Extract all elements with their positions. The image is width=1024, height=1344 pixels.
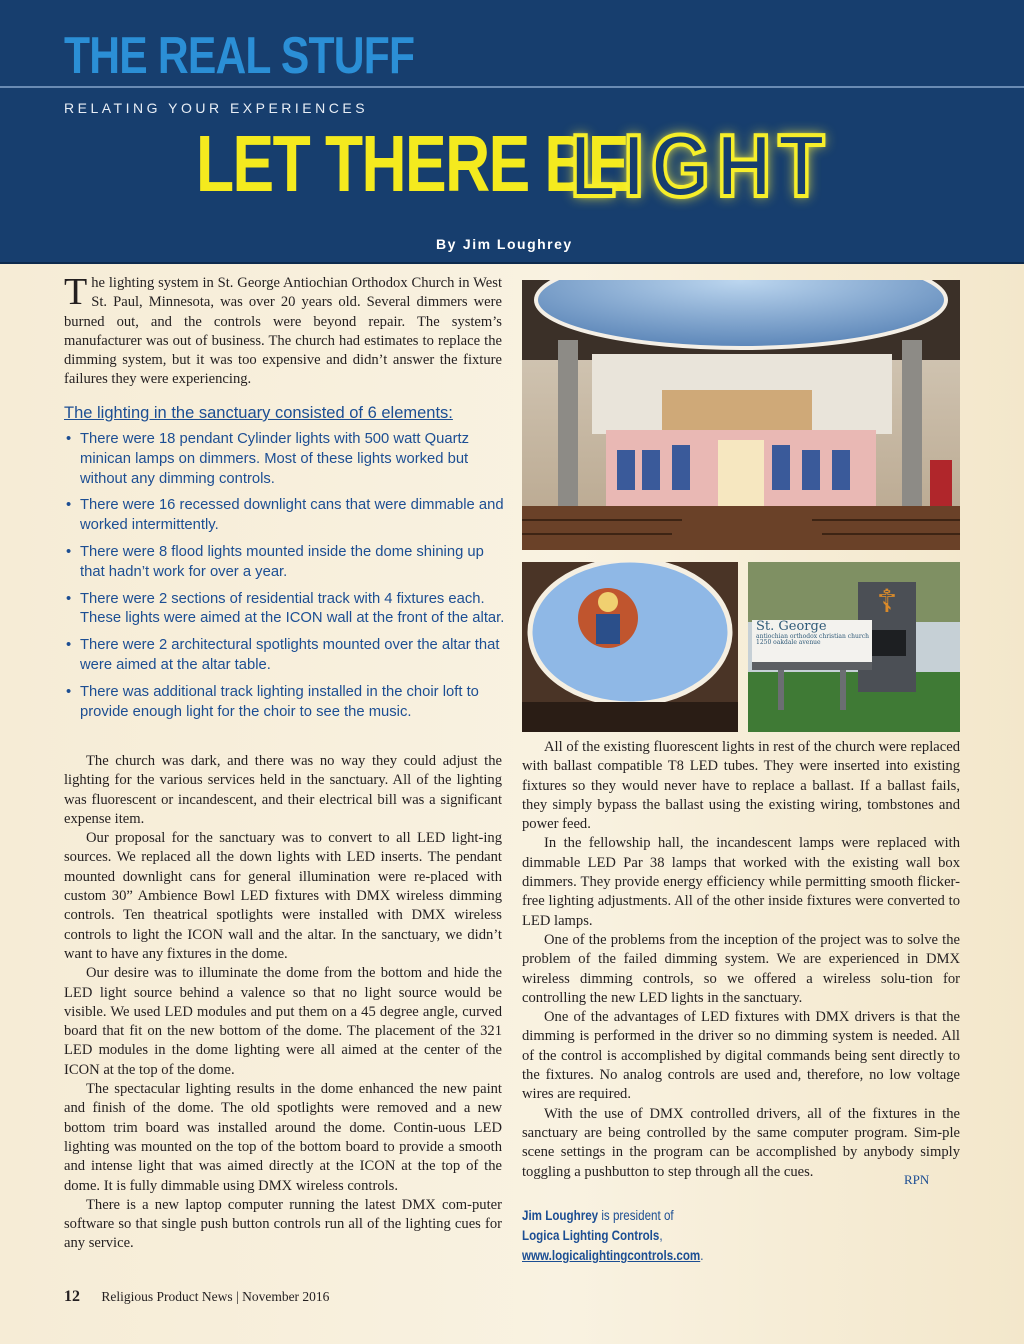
byline-author: Jim Loughrey xyxy=(462,236,573,252)
body-paragraph: All of the existing fluorescent lights in rest of the church were replaced with ballast compatible T8 LED tubes. They were inserted into existing fixtures so they would never have to replace a ballast. If a ballast fails, they simply bypass the ballast using the existing wiring, tombstones and power feed. xyxy=(522,739,960,833)
body-paragraph: Our proposal for the sanctuary was to convert to all LED light-ing sources. We replaced all the down lights with LED inserts. The pendant mounted downlight cans for general illumination were re-placed with custom 30” Ambience Bowl LED fixtures with DMX wireless dimming controls. Ten theatrical spotlights were installed with DMX wireless controls to light the ICON wall and the altar. In the sanctuary, we didn’t want to have any fixtures in the dome. xyxy=(64,830,502,962)
headline-part-1: LET THERE BE xyxy=(196,119,628,208)
bio-comma: , xyxy=(659,1228,663,1243)
section-subtitle: RELATING YOUR EXPERIENCES xyxy=(64,100,369,116)
body-paragraph: Our desire was to illuminate the dome from the bottom and hide the LED light source behind a valence so that no light source would be visible. We used LED modules and put them on a 45 degree angle, curved board that fit on the new bottom of the dome. The placement of the 321 LED modules in the dome lighting were all aimed at the center of the ICON at the top of the dome. xyxy=(64,965,502,1078)
list-item: • There were 18 pendant Cylinder lights with 500 watt Quartz minican lamps on dimmers. Most of these lights worked but without any dimming controls. xyxy=(64,430,512,489)
sign-photo xyxy=(748,562,960,732)
list-item: • There were 2 sections of residential track with 4 fixtures each. These lights were aimed at the ICON wall at the front of the altar. xyxy=(64,590,512,630)
header-divider xyxy=(0,86,1024,88)
body-paragraph: One of the advantages of LED fixtures with DMX drivers is that the dimming is performed in the driver so no dimming system is needed. All of the control is accomplished by digital commands being sent directly to the fixtures. No analog controls are used and, therefore, no low voltage wires are required. xyxy=(522,1009,960,1103)
sign-line-2: antiochian orthodox christian church xyxy=(756,632,869,640)
dome-photo xyxy=(522,562,738,732)
author-bio xyxy=(522,1206,780,1266)
intro-text: he lighting system in St. George Antiochian Orthodox Church in West St. Paul, Minnesota, was over 20 years old. Several dimmers were burned out, and the controls were beyond repair. The system’s manufacturer was out of business. The church had estimates to replace the dimming system, but it was too expensive and didn’t answer the fixture failures they were experiencing. xyxy=(64,275,502,388)
body-paragraph: With the use of DMX controlled drivers, all of the fixtures in the sanctuary are being controlled by the same computer program. Sim-ple scene settings in the program can be accomplished by anybody simply toggling a pushbutton to step through all the cues. xyxy=(522,1105,960,1180)
section-title: THE REAL STUFF xyxy=(64,27,415,85)
byline xyxy=(436,236,573,252)
page-footer xyxy=(64,1288,329,1306)
sanctuary-illustration xyxy=(522,280,960,550)
byline-prefix: By xyxy=(436,236,457,252)
end-mark: RPN xyxy=(904,1172,930,1187)
sign-illustration xyxy=(748,562,960,732)
left-column-body xyxy=(64,752,502,1254)
list-item: • There was additional track lighting installed in the choir loft to provide enough light for the choir to see the music. xyxy=(64,683,512,723)
header-bottom-edge xyxy=(0,262,1024,264)
article-header xyxy=(0,0,1024,264)
svg-text:☦: ☦ xyxy=(876,582,898,620)
church-sign xyxy=(756,620,874,646)
sign-line-1: St. George xyxy=(756,619,827,634)
body-paragraph: There is a new laptop computer running the latest DMX com-puter software so that single push button controls run all of the lighting cues for any service. xyxy=(64,1196,502,1252)
body-paragraph: One of the problems from the inception of the project was to solve the problem of the failed dimming system. We are experienced in DMX wireless dimming controls, so we offered a wireless solu-tion for controlling the new LED lights in the sanctuary. xyxy=(522,931,960,1006)
sanctuary-photo xyxy=(522,280,960,550)
footer-separator: | xyxy=(236,1289,239,1304)
bio-website-link[interactable]: www.logicalightingcontrols.com xyxy=(522,1248,701,1263)
page-number: 12 xyxy=(64,1288,80,1305)
body-paragraph: The spectacular lighting results in the dome enhanced the new paint and finish of the dome. The old spotlights were removed and a new bottom trim board was installed around the dome. Contin-uous LED lighting was mounted on the top of the bottom board to provide a smooth and intense light that was aimed directly at the ICON at the top of the dome. It is fully dimmable using DMX wireless controls. xyxy=(64,1081,502,1194)
body-paragraph: In the fellowship hall, the incandescent lamps were replaced with dimmable LED Par 38 lamps that worked with the existing wall box dimmers. They provide energy efficiency while permitting smooth flicker-free lighting adjustments. All of the other inside fixtures were converted to LED lamps. xyxy=(522,835,960,929)
bio-company: Logica Lighting Controls xyxy=(522,1228,660,1243)
publication-name: Religious Product News xyxy=(101,1289,233,1304)
list-item: • There were 8 flood lights mounted inside the dome shining up that hadn’t work for over a year. xyxy=(64,543,512,583)
bio-text: is president of xyxy=(598,1208,674,1223)
dome-illustration xyxy=(522,562,738,732)
issue-date: November 2016 xyxy=(242,1289,330,1304)
bio-author-name: Jim Loughrey xyxy=(522,1208,599,1223)
list-item: • There were 2 architectural spotlights mounted over the altar that were aimed at the altar table. xyxy=(64,636,512,676)
headline-neon-word: LIGHT xyxy=(570,116,832,215)
sign-line-3: 1250 oakdale avenue xyxy=(756,638,821,646)
body-paragraph: The church was dark, and there was no way they could adjust the lighting for the various services held in the sanctuary. All of the lighting was fluorescent or incandescent, and their electrical bill was a significant expense item. xyxy=(64,753,502,827)
bio-period: . xyxy=(700,1248,704,1263)
article-headline xyxy=(196,116,832,215)
right-column-body xyxy=(522,738,960,1182)
list-item: • There were 16 recessed downlight cans that were dimmable and worked intermittently. xyxy=(64,496,512,536)
elements-list xyxy=(64,430,512,729)
elements-heading: The lighting in the sanctuary consisted of 6 elements: xyxy=(64,404,453,422)
intro-paragraph xyxy=(64,271,502,390)
drop-cap: T xyxy=(64,271,88,313)
